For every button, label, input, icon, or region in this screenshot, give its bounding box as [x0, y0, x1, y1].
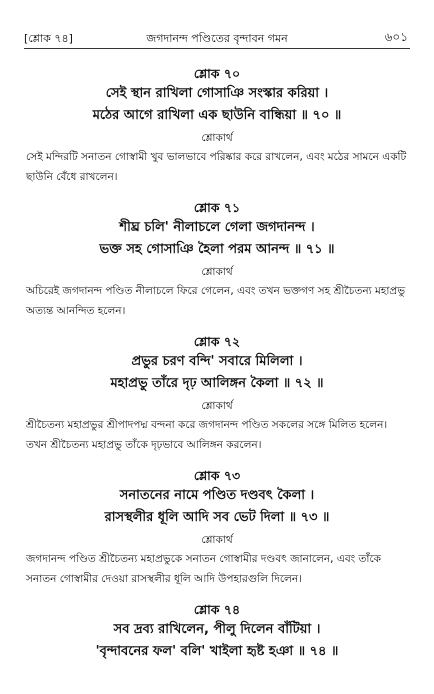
verse-number: শ্লোক ৭০: [193, 66, 241, 81]
verse-line: মহাপ্রভু তাঁরে দৃঢ় আলিঙ্গন কৈলা ॥ ৭২ ॥: [110, 376, 324, 391]
translation-heading: শ্লোকার্থ: [201, 534, 233, 546]
translation-text: শ্রীচৈতন্য মহাপ্রভুর শ্রীপাদপদ্ম বন্দনা করে জগদানন্দ পণ্ডিত সকলের সঙ্গে মিলিত হলেন। তখন শ্রীচৈতন্য মহাপ্রভু তাঁকে দৃঢ়ভাবে আলিঙ্গন করলেন।: [26, 419, 388, 451]
verse-line: সব দ্রব্য রাখিলেন, পীলু দিলেন বাঁটিয়া ।: [113, 622, 321, 637]
verse-line: রাসস্থলীর ধূলি আদি সব ভেট দিলা ॥ ৭৩ ॥: [104, 510, 330, 525]
page-number: ৬০১: [384, 30, 408, 44]
verse-section: [24, 466, 410, 589]
verse-section: [24, 600, 410, 663]
book-page: [24, 28, 410, 678]
verse-section: [24, 64, 410, 187]
translation-text: সেই মন্দিরটি সনাতন গোস্বামী খুব ভালভাবে পরিষ্কার করে রাখলেন, এবং মঠের সামনে একটি ছাউনি বেঁধে রাখলেন।: [26, 151, 407, 183]
verse-line: শীঘ্র চলি' নীলাচলে গেলা জগদানন্দ ।: [119, 220, 315, 235]
verse-number: শ্লোক ৭৪: [193, 602, 241, 617]
verse-section: [24, 198, 410, 321]
page-content: [24, 64, 410, 663]
verse-number: শ্লোক ৭১: [193, 200, 241, 215]
header-chapter-title: জগদানন্দ পণ্ডিতের বৃন্দাবন গমন: [146, 32, 288, 45]
translation-heading: শ্লোকার্থ: [201, 400, 233, 412]
verse-line: সেই স্থান রাখিলা গোসাঞি সংস্কার করিয়া ।: [105, 86, 329, 101]
translation-heading: শ্লোকার্থ: [201, 266, 233, 278]
verse-number: শ্লোক ৭৩: [193, 468, 241, 483]
verse-number: শ্লোক ৭২: [193, 334, 241, 349]
verse-line: প্রভুর চরণ বন্দি' সবারে মিলিলা ।: [131, 354, 303, 369]
translation-text: অচিরেই জগদানন্দ পণ্ডিত নীলাচলে ফিরে গেলেন, এবং তখন ভক্তগণ সহ শ্রীচৈতন্য মহাপ্রভু অত্যন্ত আনন্দিত হলেন।: [26, 285, 406, 317]
verse-line: 'বৃন্দাবনের ফল' বলি' খাইলা হৃষ্ট হঞা ॥ ৭৪ ॥: [95, 644, 339, 659]
header-rule: [24, 48, 410, 49]
header-verse-range: [শ্লোক ৭৪]: [24, 32, 73, 45]
verse-line: ভক্ত সহ গোসাঞি হৈলা পরম আনন্দ ॥ ৭১ ॥: [99, 242, 335, 257]
verse-section: [24, 332, 410, 455]
verse-line: সনাতনের নামে পণ্ডিত দণ্ডবৎ কৈলা ।: [119, 488, 315, 503]
translation-heading: শ্লোকার্থ: [201, 132, 233, 144]
page-header: [24, 28, 410, 48]
verse-line: মঠের আগে রাখিলা এক ছাউনি বান্ধিয়া ॥ ৭০ ॥: [92, 108, 342, 123]
translation-text: জগদানন্দ পণ্ডিত শ্রীচৈতন্য মহাপ্রভুকে সনাতন গোস্বামীর দণ্ডবৎ জানালেন, এবং তাঁকে সনাতন গোস্বামীর দেওয়া রাসস্থলীর ধূলি আদি উপহারগুলি দিলেন।: [26, 553, 382, 585]
